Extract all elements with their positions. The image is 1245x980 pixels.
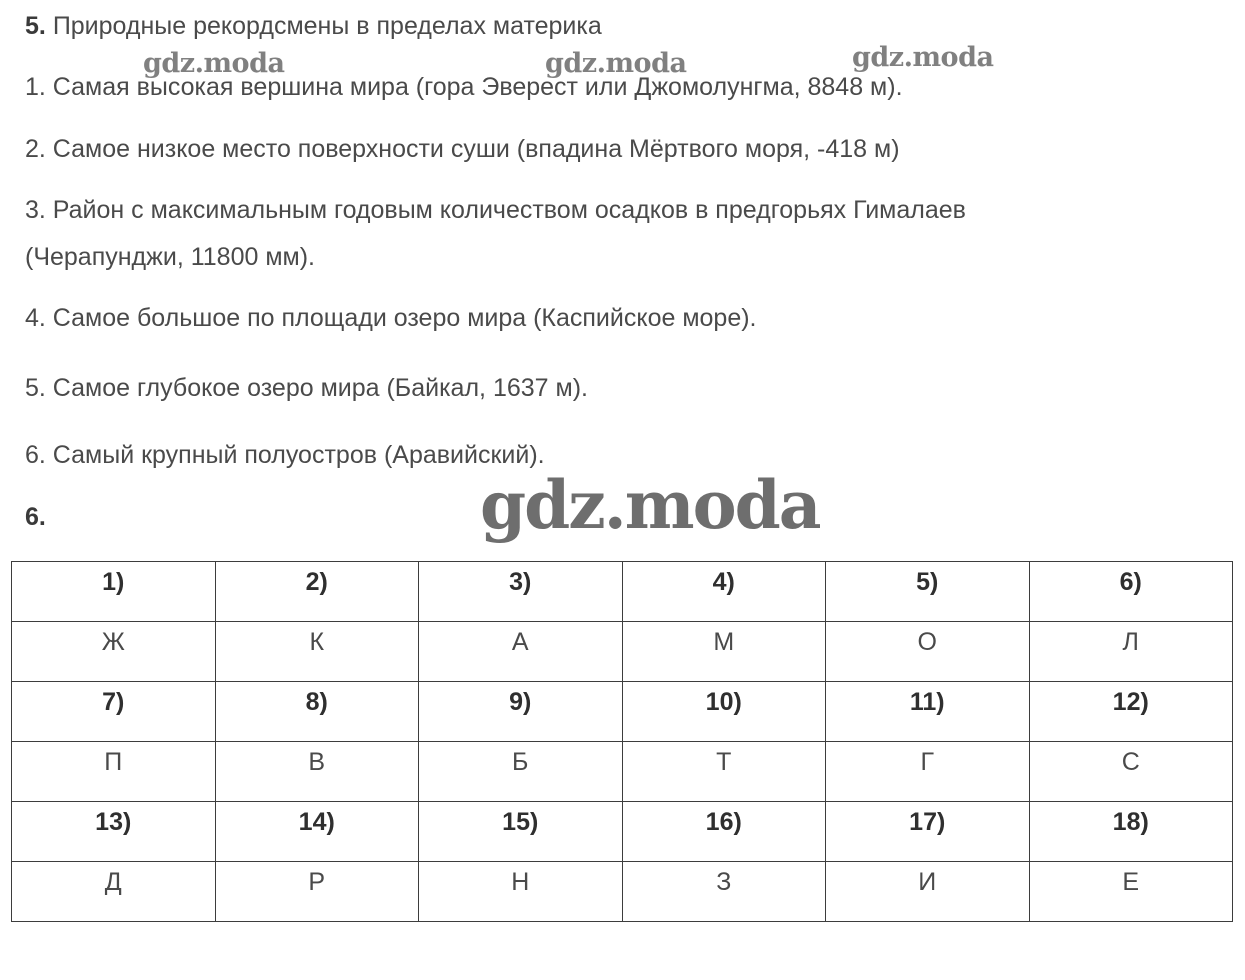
table-cell	[12, 562, 216, 622]
table-cell	[622, 802, 826, 862]
table-row-numbers	[12, 802, 1233, 862]
cell-letter: В	[308, 748, 326, 776]
cell-letter: К	[309, 628, 325, 656]
table-cell	[215, 862, 419, 922]
cell-number: 12)	[1112, 688, 1149, 716]
cell-number: 15)	[502, 808, 539, 836]
table-cell	[419, 862, 623, 922]
table-cell	[1029, 742, 1233, 802]
table-cell	[12, 802, 216, 862]
cell-number: 5)	[916, 568, 939, 596]
cell-number: 9)	[509, 688, 532, 716]
task5-item-1: 1. Самая высокая вершина мира (гора Эверест или Джомолунгма, 8848 м).	[25, 73, 903, 101]
table-cell	[1029, 622, 1233, 682]
table-cell	[215, 562, 419, 622]
table-row-letters	[12, 622, 1233, 682]
cell-letter: Д	[104, 868, 122, 896]
table-cell	[215, 742, 419, 802]
table-cell	[622, 742, 826, 802]
cell-letter: А	[511, 628, 529, 656]
watermark-large: gdz.moda	[480, 466, 820, 544]
task5-item-2: 2. Самое низкое место поверхности суши (впадина Мёртвого моря, -418 м)	[25, 135, 900, 163]
table-cell	[12, 622, 216, 682]
cell-letter: Е	[1122, 868, 1140, 896]
cell-letter: П	[104, 748, 123, 776]
table-row-numbers	[12, 562, 1233, 622]
task5-item-4: 4. Самое большое по площади озеро мира (Каспийское море).	[25, 304, 757, 332]
table-cell	[826, 742, 1030, 802]
cell-number: 8)	[305, 688, 328, 716]
task5-item-3: 3. Район с максимальным годовым количеством осадков в предгорьях Гималаев	[25, 196, 966, 224]
cell-letter: Т	[716, 748, 732, 776]
table-cell	[419, 562, 623, 622]
cell-number: 16)	[705, 808, 742, 836]
watermark: gdz.moda	[143, 48, 285, 79]
cell-letter: С	[1121, 748, 1140, 776]
cell-number: 14)	[298, 808, 335, 836]
table-row-letters	[12, 742, 1233, 802]
cell-number: 7)	[102, 688, 125, 716]
cell-number: 18)	[1112, 808, 1149, 836]
cell-number: 6)	[1119, 568, 1142, 596]
table-cell	[215, 682, 419, 742]
table-cell	[419, 622, 623, 682]
task5-item-6: 6. Самый крупный полуостров (Аравийский).	[25, 441, 545, 469]
table-cell	[826, 682, 1030, 742]
table-cell	[215, 802, 419, 862]
table-cell	[826, 562, 1030, 622]
cell-letter: Л	[1122, 628, 1139, 656]
watermark: gdz.moda	[545, 48, 687, 79]
table-cell	[12, 682, 216, 742]
task5-item-5: 5. Самое глубокое озеро мира (Байкал, 1637 м).	[25, 374, 588, 402]
cell-number: 2)	[305, 568, 328, 596]
cell-letter: О	[917, 628, 937, 656]
task5-heading	[25, 11, 602, 41]
table-cell	[1029, 802, 1233, 862]
table-cell	[12, 742, 216, 802]
cell-letter: Р	[308, 868, 326, 896]
table-cell	[419, 682, 623, 742]
table-cell	[826, 862, 1030, 922]
table-cell	[622, 622, 826, 682]
answer-table	[11, 561, 1233, 922]
cell-number: 10)	[705, 688, 742, 716]
task6-number: 6.	[25, 503, 46, 531]
table-cell	[622, 682, 826, 742]
table-row-letters	[12, 862, 1233, 922]
cell-letter: Н	[511, 868, 530, 896]
cell-number: 13)	[95, 808, 132, 836]
table-cell	[1029, 682, 1233, 742]
table-cell	[622, 862, 826, 922]
watermark: gdz.moda	[852, 42, 994, 73]
cell-letter: З	[716, 868, 732, 896]
cell-number: 1)	[102, 568, 125, 596]
cell-number: 11)	[909, 688, 945, 716]
table-cell	[215, 622, 419, 682]
table-cell	[1029, 862, 1233, 922]
task5-item-3-cont: (Черапунджи, 11800 мм).	[25, 243, 315, 271]
table-row-numbers	[12, 682, 1233, 742]
table-cell	[419, 742, 623, 802]
cell-number: 3)	[509, 568, 532, 596]
table-cell	[826, 622, 1030, 682]
cell-number: 17)	[909, 808, 946, 836]
cell-letter: Г	[920, 748, 935, 776]
task5-title: Природные рекордсмены в пределах материка	[52, 12, 602, 40]
cell-letter: Б	[512, 748, 529, 776]
cell-letter: И	[918, 868, 937, 896]
task5-number: 5.	[25, 12, 46, 40]
table-cell	[419, 802, 623, 862]
table-cell	[826, 802, 1030, 862]
cell-letter: М	[713, 628, 735, 656]
cell-number: 4)	[712, 568, 735, 596]
table-cell	[12, 862, 216, 922]
table-cell	[622, 562, 826, 622]
cell-letter: Ж	[101, 628, 125, 656]
table-cell	[1029, 562, 1233, 622]
